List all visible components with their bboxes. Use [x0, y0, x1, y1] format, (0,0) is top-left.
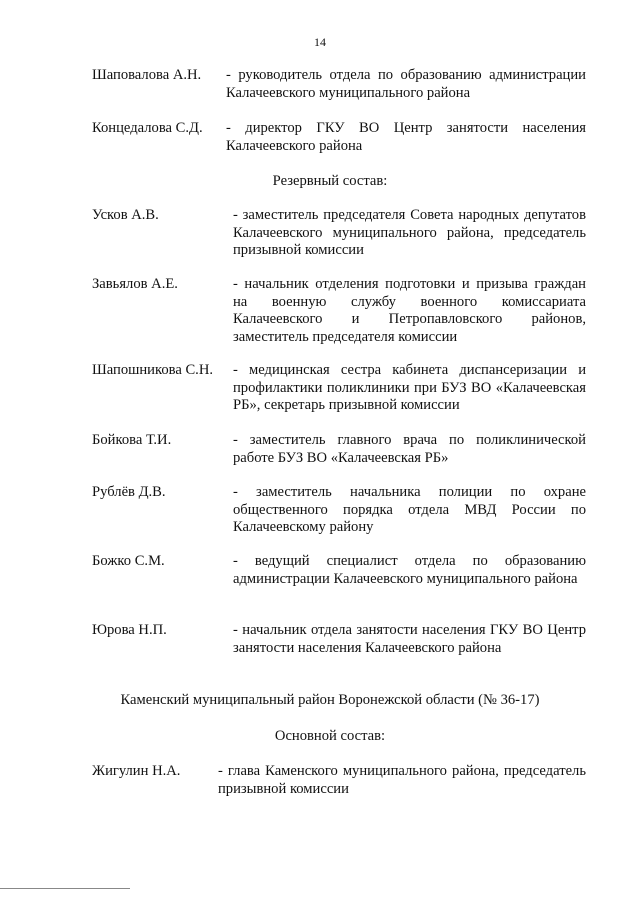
- member-name: Жигулин Н.А.: [92, 763, 181, 779]
- member-name: Юрова Н.П.: [92, 622, 167, 638]
- member-name: Концедалова С.Д.: [92, 120, 203, 136]
- reserve-heading: Резервный состав:: [272, 173, 388, 189]
- main-composition-heading: Основной состав:: [274, 728, 386, 744]
- member-description: - глава Каменского муниципального района, председатель призывной комиссии: [218, 763, 586, 797]
- member-description: - директор ГКУ ВО Центр занятости населения Калачеевского района: [226, 120, 586, 154]
- page-number: 14: [314, 35, 326, 49]
- member-name: Завьялов А.Е.: [92, 276, 178, 292]
- member-name: Шаповалова А.Н.: [92, 67, 202, 83]
- footer-rule: [0, 888, 130, 889]
- member-name: Усков А.В.: [92, 207, 159, 223]
- member-name: Бойкова Т.И.: [92, 432, 172, 448]
- member-description: - заместитель главного врача по поликлинической работе БУЗ ВО «Калачеевская РБ»: [233, 432, 586, 466]
- member-name: Божко С.М.: [92, 553, 165, 569]
- member-name: Рублёв Д.В.: [92, 484, 166, 500]
- district-heading: Каменский муниципальный район Воронежской области (№ 36-17): [120, 692, 540, 708]
- member-description: - заместитель председателя Совета народных депутатов Калачеевского муниципального района, председатель призывной комиссии: [233, 207, 586, 258]
- member-description: - начальник отделения подготовки и призыва граждан на военную службу военного комиссариата Калачеевского и Петропавловского районов, заместитель председателя комиссии: [233, 276, 586, 345]
- member-description: - руководитель отдела по образованию администрации Калачеевского муниципального района: [226, 67, 586, 101]
- member-description: - заместитель начальника полиции по охране общественного порядка отдела МВД России по Калачеевскому району: [233, 484, 586, 535]
- member-name: Шапошникова С.Н.: [92, 362, 214, 378]
- member-description: - начальник отдела занятости населения ГКУ ВО Центр занятости населения Калачеевского района: [233, 622, 586, 656]
- member-description: - медицинская сестра кабинета диспансеризации и профилактики поликлиники при БУЗ ВО «Калачеевская РБ», секретарь призывной комиссии: [233, 362, 586, 413]
- member-description: - ведущий специалист отдела по образованию администрации Калачеевского муниципального района: [233, 553, 586, 587]
